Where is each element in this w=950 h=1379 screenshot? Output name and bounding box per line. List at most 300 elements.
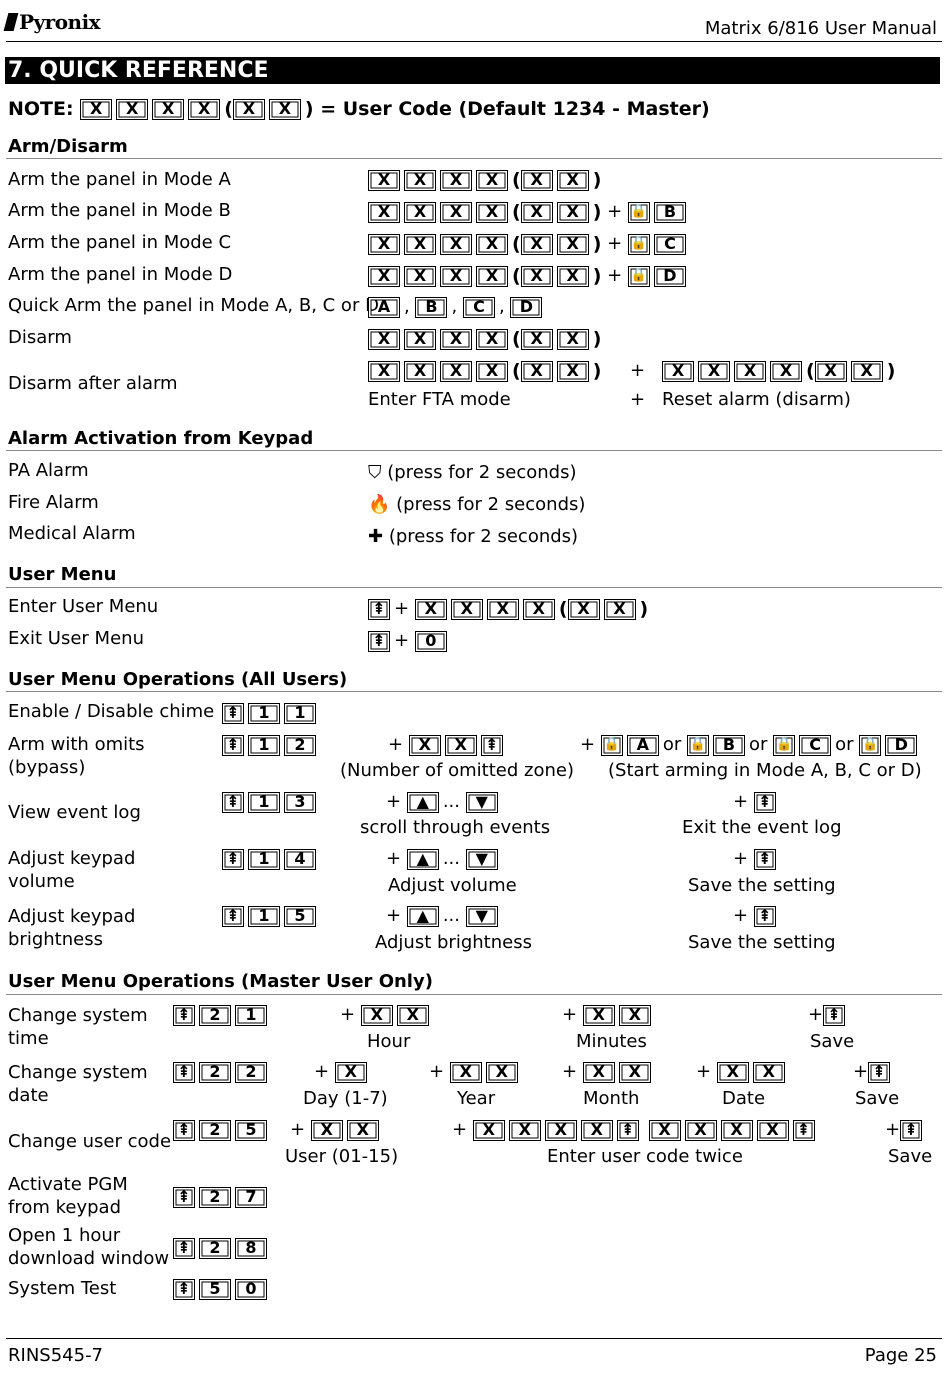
plus-sign: +	[394, 598, 410, 619]
pa-shield-icon: ⛉	[368, 462, 382, 483]
arm-mode-b-label: Arm the panel in Mode B	[8, 200, 231, 221]
key-3: 3	[284, 792, 316, 813]
date-sequence	[173, 1061, 271, 1083]
key-x: X	[557, 266, 589, 287]
key-c: C	[654, 234, 686, 255]
brightness-sequence	[222, 905, 320, 927]
or-text: or	[748, 734, 768, 755]
event-log-label: View event log	[8, 802, 141, 823]
key-x: X	[269, 99, 301, 120]
key-x: X	[404, 329, 436, 350]
key-x: X	[80, 99, 112, 120]
menu-key-icon: ⇞	[754, 849, 776, 870]
key-2: 2	[199, 1005, 231, 1026]
time-label-1: Change system	[8, 1005, 148, 1026]
doc-code: RINS545-7	[8, 1345, 104, 1366]
plus-sign: +	[885, 1119, 901, 1140]
key-x: X	[604, 599, 636, 620]
key-x: X	[440, 170, 472, 191]
date-save-sequence	[853, 1061, 894, 1083]
lock-icon: 🔒	[687, 735, 709, 756]
paren-close: )	[592, 360, 602, 382]
key-x: X	[662, 361, 694, 382]
header-rule	[6, 41, 942, 42]
omits-zone-sequence	[388, 734, 507, 756]
key-x: X	[619, 1005, 651, 1026]
paren-open: (	[224, 98, 233, 120]
plus-sign: +	[562, 1004, 578, 1025]
save-setting-caption: Save the setting	[688, 932, 836, 953]
adjust-brightness-caption: Adjust brightness	[375, 932, 532, 953]
key-x: X	[368, 202, 400, 223]
year-caption: Year	[457, 1088, 496, 1109]
key-x: X	[557, 234, 589, 255]
user-code-sequence	[173, 1119, 271, 1141]
key-x: X	[557, 170, 589, 191]
alarm-heading: Alarm Activation from Keypad	[8, 428, 314, 449]
key-x: X	[233, 99, 265, 120]
pa-alarm-label: PA Alarm	[8, 460, 89, 481]
arm-heading: Arm/Disarm	[8, 136, 128, 157]
code-save-sequence	[885, 1119, 926, 1141]
exit-log-caption: Exit the event log	[682, 817, 842, 838]
plus-sign: +	[607, 233, 623, 254]
plus-sign: +	[386, 905, 402, 926]
paren-open: (	[806, 360, 815, 382]
key-x: X	[521, 170, 553, 191]
key-4: 4	[284, 849, 316, 870]
date-caption: Date	[722, 1088, 766, 1109]
key-x: X	[473, 1120, 505, 1141]
download-label-1: Open 1 hour	[8, 1225, 121, 1246]
key-x: X	[753, 1062, 785, 1083]
menu-key-icon: ⇞	[617, 1120, 639, 1141]
day-of-month-sequence	[696, 1061, 789, 1083]
key-x: X	[404, 361, 436, 382]
lock-icon: 🔒	[773, 735, 795, 756]
omits-sequence	[222, 734, 320, 756]
key-x: X	[476, 266, 508, 287]
day-caption: Day (1-7)	[303, 1088, 388, 1109]
volume-label-2: volume	[8, 871, 75, 892]
key-x: X	[521, 266, 553, 287]
menu-key-icon: ⇞	[173, 1238, 195, 1259]
key-x: X	[757, 1120, 789, 1141]
paren-open: (	[512, 201, 521, 223]
pgm-label-2: from keypad	[8, 1197, 122, 1218]
note-line	[8, 98, 710, 120]
key-x: X	[545, 1120, 577, 1141]
key-x: X	[523, 599, 555, 620]
key-x: X	[116, 99, 148, 120]
key-x: X	[440, 266, 472, 287]
plus-sign: +	[580, 734, 596, 755]
key-b: B	[654, 202, 686, 223]
system-test-label: System Test	[8, 1278, 117, 1299]
menu-key-icon: ⇞	[900, 1120, 922, 1141]
key-x: X	[368, 170, 400, 191]
arm-mode-a-label: Arm the panel in Mode A	[8, 169, 231, 190]
plus-sign: +	[340, 1004, 356, 1025]
key-x: X	[440, 234, 472, 255]
menu-key-icon: ⇞	[868, 1062, 890, 1083]
download-sequence	[173, 1237, 271, 1259]
quick-arm-sequence	[368, 296, 546, 318]
manual-title: Matrix 6/816 User Manual	[704, 18, 937, 39]
or-text: or	[835, 734, 854, 755]
time-save-sequence	[808, 1004, 849, 1026]
key-c: C	[799, 735, 831, 756]
save-caption: Save	[855, 1088, 900, 1109]
page-number: Page 25	[864, 1345, 937, 1366]
exit-user-menu-label: Exit User Menu	[8, 628, 144, 649]
save-setting-caption: Save the setting	[688, 875, 836, 896]
disarm-label: Disarm	[8, 327, 72, 348]
key-x: X	[368, 361, 400, 382]
plus-sign: +	[630, 360, 646, 381]
menu-key-icon: ⇞	[368, 599, 390, 620]
lock-icon: 🔒	[628, 266, 650, 287]
comma: ,	[498, 296, 505, 317]
key-x: X	[557, 202, 589, 223]
arm-mode-d-label: Arm the panel in Mode D	[8, 264, 233, 285]
enter-user-menu-label: Enter User Menu	[8, 596, 159, 617]
omits-label-2: (bypass)	[8, 757, 86, 778]
key-x: X	[440, 361, 472, 382]
fire-alarm-label: Fire Alarm	[8, 492, 99, 513]
note-suffix: ) = User Code (Default 1234 - Master)	[304, 98, 710, 120]
key-x: X	[476, 329, 508, 350]
section-rule	[6, 691, 942, 692]
key-2: 2	[284, 735, 316, 756]
plus-sign: +	[386, 848, 402, 869]
key-x: X	[487, 599, 519, 620]
menu-key-icon: ⇞	[222, 849, 244, 870]
brightness-label-2: brightness	[8, 929, 103, 950]
down-arrow-icon: ▼	[466, 849, 498, 870]
key-x: X	[521, 234, 553, 255]
medical-alarm-label: Medical Alarm	[8, 523, 136, 544]
save-caption: Save	[810, 1031, 855, 1052]
paren-close: )	[592, 328, 602, 350]
paren-open: (	[512, 265, 521, 287]
hour-caption: Hour	[367, 1031, 411, 1052]
chime-sequence	[222, 702, 320, 724]
ellipsis: ...	[442, 848, 460, 869]
chime-label: Enable / Disable chime	[8, 701, 215, 722]
press-hint: (press for 2 seconds)	[388, 526, 579, 547]
user-range-caption: User (01-15)	[285, 1146, 399, 1167]
up-arrow-icon: ▲	[407, 792, 439, 813]
plus-sign: +	[386, 791, 402, 812]
key-x: X	[581, 1120, 613, 1141]
plus-sign: +	[808, 1004, 824, 1025]
user-menu-heading: User Menu	[8, 564, 117, 585]
menu-key-icon: ⇞	[222, 906, 244, 927]
key-x: X	[335, 1062, 367, 1083]
paren-close: )	[592, 265, 602, 287]
reset-sequence	[662, 360, 895, 382]
plus-sign: +	[429, 1061, 445, 1082]
key-1: 1	[248, 792, 280, 813]
arm-mode-c-sequence	[368, 233, 690, 255]
key-x: X	[521, 361, 553, 382]
menu-key-icon: ⇞	[173, 1005, 195, 1026]
start-arming-caption: (Start arming in Mode A, B, C or D)	[608, 760, 922, 781]
plus-sign: +	[853, 1061, 869, 1082]
code-twice-sequence	[452, 1119, 819, 1141]
key-x: X	[557, 329, 589, 350]
key-x: X	[404, 266, 436, 287]
paren-open: (	[512, 360, 521, 382]
key-x: X	[476, 234, 508, 255]
key-x: X	[404, 234, 436, 255]
menu-key-icon: ⇞	[173, 1062, 195, 1083]
key-x: X	[476, 202, 508, 223]
section-rule	[6, 994, 942, 995]
master-heading: User Menu Operations (Master User Only)	[8, 971, 433, 992]
brightness-label-1: Adjust keypad	[8, 906, 136, 927]
key-x: X	[311, 1120, 343, 1141]
logo-mark-icon	[4, 13, 19, 31]
key-x: X	[521, 329, 553, 350]
key-2: 2	[199, 1238, 231, 1259]
or-text: or	[662, 734, 682, 755]
plus-sign: +	[290, 1119, 306, 1140]
menu-key-icon: ⇞	[368, 631, 390, 652]
event-log-sequence	[222, 791, 320, 813]
volume-label-1: Adjust keypad	[8, 848, 136, 869]
pgm-label-1: Activate PGM	[8, 1174, 128, 1195]
section-banner: 7. QUICK REFERENCE	[5, 57, 940, 84]
enter-user-menu-sequence	[368, 598, 648, 620]
menu-key-icon: ⇞	[173, 1120, 195, 1141]
enter-twice-caption: Enter user code twice	[547, 1146, 743, 1167]
key-x: X	[619, 1062, 651, 1083]
save-caption: Save	[888, 1146, 933, 1167]
month-caption: Month	[583, 1088, 640, 1109]
key-x: X	[368, 329, 400, 350]
omits-mode-sequence	[580, 734, 921, 756]
fire-icon: 🔥	[368, 494, 391, 515]
key-x: X	[557, 361, 589, 382]
day-sequence	[314, 1061, 371, 1083]
paren-open: (	[512, 169, 521, 191]
key-x: X	[486, 1062, 518, 1083]
paren-close: )	[592, 233, 602, 255]
key-1: 1	[248, 703, 280, 724]
key-x: X	[509, 1120, 541, 1141]
plus-sign: +	[607, 201, 623, 222]
key-x: X	[152, 99, 184, 120]
key-x: X	[770, 361, 802, 382]
comma: ,	[404, 296, 410, 317]
key-a: A	[368, 297, 400, 318]
menu-key-icon: ⇞	[222, 735, 244, 756]
system-test-sequence	[173, 1278, 271, 1300]
down-arrow-icon: ▼	[466, 906, 498, 927]
reset-caption: Reset alarm (disarm)	[662, 389, 851, 410]
volume-sequence	[222, 848, 320, 870]
plus-sign: +	[452, 1119, 468, 1140]
section-rule	[6, 158, 942, 159]
key-1: 1	[248, 906, 280, 927]
menu-key-icon: ⇞	[823, 1005, 845, 1026]
key-x: X	[685, 1120, 717, 1141]
key-x: X	[451, 599, 483, 620]
plus-sign: +	[394, 630, 410, 651]
paren-close: )	[886, 360, 896, 382]
volume-save-sequence	[733, 848, 780, 870]
press-hint: (press for 2 seconds)	[387, 462, 577, 483]
paren-open: (	[558, 598, 568, 620]
plus-sign: +	[696, 1061, 712, 1082]
lock-icon: 🔒	[601, 735, 623, 756]
minutes-sequence	[562, 1004, 655, 1026]
user-code-label: Change user code	[8, 1131, 172, 1152]
exit-log-sequence	[733, 791, 780, 813]
plus-sign: +	[314, 1061, 330, 1082]
key-x: X	[734, 361, 766, 382]
key-x: X	[568, 599, 600, 620]
key-x: X	[521, 202, 553, 223]
fta-sequence	[368, 360, 601, 382]
plus-sign: +	[607, 265, 623, 286]
brand-name: Pyronix	[19, 10, 101, 34]
month-sequence	[562, 1061, 655, 1083]
key-2: 2	[235, 1062, 267, 1083]
disarm-after-alarm-label: Disarm after alarm	[8, 373, 178, 394]
plus-sign: +	[562, 1061, 578, 1082]
key-5: 5	[235, 1120, 267, 1141]
key-x: X	[188, 99, 220, 120]
paren-close: )	[592, 169, 602, 191]
time-sequence	[173, 1004, 271, 1026]
quick-arm-label: Quick Arm the panel in Mode A, B, C or D	[8, 295, 379, 316]
key-x: X	[450, 1062, 482, 1083]
key-d: D	[885, 735, 917, 756]
key-x: X	[415, 599, 447, 620]
note-prefix: NOTE:	[8, 98, 74, 120]
key-b: B	[713, 735, 745, 756]
key-x: X	[368, 234, 400, 255]
key-2: 2	[199, 1187, 231, 1208]
key-d: D	[510, 297, 542, 318]
pgm-sequence	[173, 1186, 271, 1208]
paren-close: )	[639, 598, 649, 620]
hour-sequence	[340, 1004, 433, 1026]
menu-key-icon: ⇞	[481, 735, 503, 756]
key-1: 1	[284, 703, 316, 724]
paren-close: )	[592, 201, 602, 223]
menu-key-icon: ⇞	[222, 792, 244, 813]
lock-icon: 🔒	[628, 202, 650, 223]
key-1: 1	[248, 735, 280, 756]
key-x: X	[347, 1120, 379, 1141]
ellipsis: ...	[442, 905, 460, 926]
plus-sign: +	[733, 905, 749, 926]
key-2: 2	[199, 1062, 231, 1083]
key-5: 5	[284, 906, 316, 927]
brightness-arrows	[386, 905, 502, 927]
plus-sign: +	[388, 734, 404, 755]
key-0: 0	[415, 631, 447, 652]
download-label-2: download window	[8, 1248, 170, 1269]
scroll-caption: scroll through events	[360, 817, 551, 838]
medical-alarm-action	[368, 527, 578, 547]
key-x: X	[404, 202, 436, 223]
key-5: 5	[199, 1279, 231, 1300]
up-arrow-icon: ▲	[407, 906, 439, 927]
minutes-caption: Minutes	[576, 1031, 647, 1052]
section-rule	[6, 587, 942, 588]
pa-alarm-action	[368, 463, 576, 483]
adjust-volume-caption: Adjust volume	[388, 875, 517, 896]
omits-label-1: Arm with omits	[8, 734, 145, 755]
plus-sign: +	[630, 389, 646, 410]
user-number-sequence	[290, 1119, 383, 1141]
lock-icon: 🔒	[628, 234, 650, 255]
key-2: 2	[199, 1120, 231, 1141]
key-x: X	[440, 329, 472, 350]
time-label-2: time	[8, 1028, 49, 1049]
volume-arrows	[386, 848, 502, 870]
fta-caption: Enter FTA mode	[368, 389, 511, 410]
key-0: 0	[235, 1279, 267, 1300]
footer-rule	[6, 1338, 942, 1339]
plus-sign: +	[733, 848, 749, 869]
up-arrow-icon: ▲	[407, 849, 439, 870]
section-rule	[6, 450, 942, 451]
paren-open: (	[512, 233, 521, 255]
down-arrow-icon: ▼	[466, 792, 498, 813]
key-x: X	[409, 735, 441, 756]
menu-key-icon: ⇞	[754, 792, 776, 813]
key-x: X	[649, 1120, 681, 1141]
brand-logo	[6, 10, 100, 34]
key-x: X	[445, 735, 477, 756]
date-label-1: Change system	[8, 1062, 148, 1083]
key-1: 1	[235, 1005, 267, 1026]
key-x: X	[851, 361, 883, 382]
key-8: 8	[235, 1238, 267, 1259]
key-x: X	[717, 1062, 749, 1083]
scroll-sequence	[386, 791, 502, 813]
key-x: X	[815, 361, 847, 382]
disarm-sequence	[368, 328, 601, 350]
key-x: X	[476, 361, 508, 382]
key-x: X	[583, 1062, 615, 1083]
press-hint: (press for 2 seconds)	[396, 494, 586, 515]
menu-key-icon: ⇞	[173, 1187, 195, 1208]
comma: ,	[451, 296, 458, 317]
key-x: X	[476, 170, 508, 191]
key-x: X	[361, 1005, 393, 1026]
key-d: D	[654, 266, 686, 287]
menu-key-icon: ⇞	[173, 1279, 195, 1300]
exit-user-menu-sequence	[368, 630, 451, 652]
paren-open: (	[512, 328, 521, 350]
key-1: 1	[248, 849, 280, 870]
key-c: C	[463, 297, 495, 318]
medical-cross-icon: ✚	[368, 526, 384, 547]
plus-sign: +	[733, 791, 749, 812]
brightness-save-sequence	[733, 905, 780, 927]
ellipsis: ...	[442, 791, 460, 812]
key-x: X	[440, 202, 472, 223]
arm-mode-d-sequence	[368, 265, 690, 287]
year-sequence	[429, 1061, 522, 1083]
